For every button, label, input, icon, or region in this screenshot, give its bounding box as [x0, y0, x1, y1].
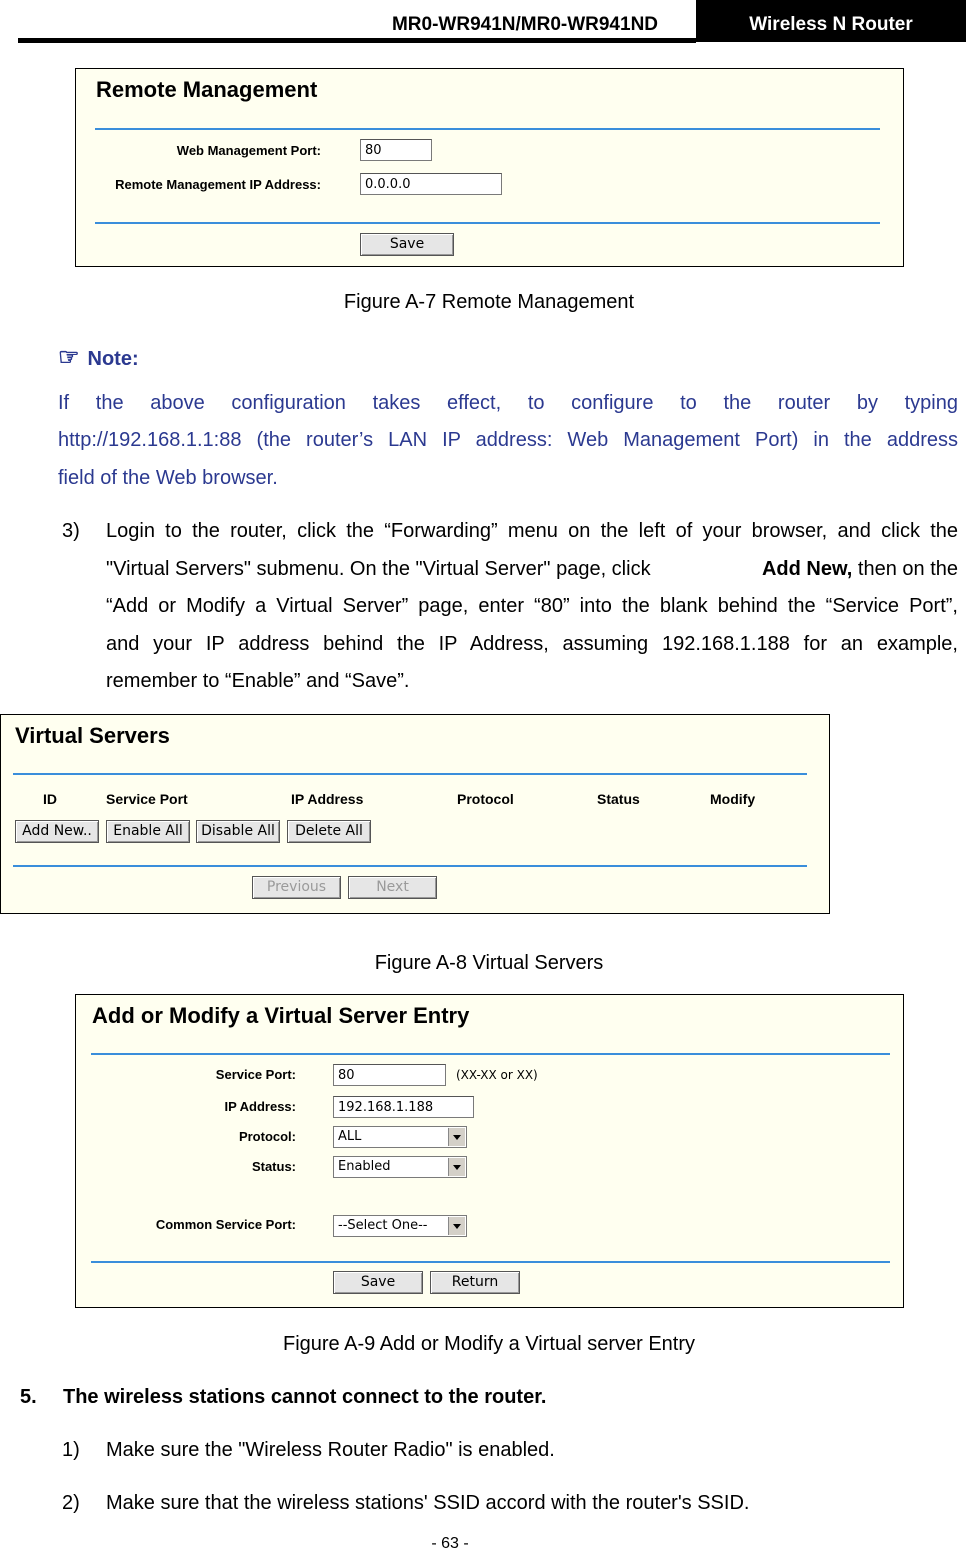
common-service-port-value: --Select One-- [338, 1218, 428, 1233]
header-rule [18, 38, 696, 43]
common-service-port-select[interactable] [333, 1215, 467, 1237]
chevron-down-icon[interactable] [448, 1128, 465, 1146]
protocol-label: Protocol: [238, 1129, 296, 1144]
service-port-hint: (XX-XX or XX) [456, 1068, 538, 1082]
remote-ip-label: Remote Management IP Address: [115, 177, 321, 192]
common-service-port-label: Common Service Port: [155, 1217, 296, 1232]
section-number: 5. [20, 1386, 37, 1408]
virtual-servers-panel [0, 714, 830, 914]
add-modify-virtual-server-panel [75, 994, 904, 1308]
add-new-emphasis: Add New, [761, 558, 853, 580]
return-button[interactable]: Return [430, 1271, 520, 1294]
step-number: 3) [62, 520, 80, 542]
step-text: "Virtual Servers" submenu. On the "Virtual Server" page, click [106, 558, 651, 580]
status-select[interactable] [333, 1156, 467, 1178]
protocol-select-value: ALL [338, 1129, 362, 1144]
note-line: http://192.168.1.1:88 (the router’s LAN IP address: Web Management Port) in the address [58, 429, 958, 451]
figure-caption: Figure A-7 Remote Management [343, 291, 635, 313]
disable-all-button[interactable]: Disable All [196, 820, 280, 843]
step-line: and your IP address behind the IP Address, assuming 192.168.1.188 for an example, [106, 633, 958, 655]
figure-caption: Figure A-8 Virtual Servers [374, 952, 604, 974]
status-select-value: Enabled [338, 1159, 391, 1174]
ip-address-label: IP Address: [224, 1099, 296, 1114]
list-item: Make sure the "Wireless Router Radio" is enabled. [106, 1439, 555, 1461]
service-port-input[interactable]: 80 [333, 1064, 446, 1086]
add-new-button[interactable]: Add New.. [15, 820, 99, 843]
step-text [762, 551, 958, 588]
note-heading [58, 343, 139, 372]
step-line: Login to the router, click the “Forwarding” menu on the left of your browser, and click the [106, 520, 958, 542]
column-header-status: Status [597, 791, 640, 807]
column-header-ip-address: IP Address [291, 791, 364, 807]
divider [95, 222, 880, 224]
figure-caption: Figure A-9 Add or Modify a Virtual server Entry [282, 1333, 696, 1355]
list-item-number: 1) [62, 1439, 80, 1461]
panel-title: Virtual Servers [15, 723, 170, 748]
header-model: MR0-WR941N/MR0-WR941ND [391, 14, 659, 35]
service-port-label: Service Port: [215, 1067, 296, 1082]
next-button[interactable]: Next [348, 876, 437, 899]
ip-address-input[interactable]: 192.168.1.188 [333, 1096, 474, 1118]
panel-title: Remote Management [96, 77, 318, 102]
divider [95, 128, 880, 130]
step-line [106, 551, 958, 588]
step-line: remember to “Enable” and “Save”. [106, 670, 410, 692]
previous-button[interactable]: Previous [252, 876, 341, 899]
column-header-modify: Modify [710, 791, 756, 807]
column-header-service-port: Service Port [106, 791, 188, 807]
page-number: - 63 - [431, 1535, 469, 1552]
save-button[interactable]: Save [333, 1271, 423, 1294]
column-header-id: ID [43, 791, 57, 807]
list-item-number: 2) [62, 1492, 80, 1514]
divider [91, 1053, 890, 1055]
pointing-hand-icon: ☞ [58, 344, 80, 371]
note-line: field of the Web browser. [58, 467, 278, 489]
save-button[interactable]: Save [360, 233, 454, 256]
section-title: The wireless stations cannot connect to the router. [63, 1386, 547, 1408]
remote-management-panel [75, 68, 904, 267]
note-label: Note: [87, 348, 139, 370]
header-product-badge: Wireless N Router [696, 0, 966, 42]
enable-all-button[interactable]: Enable All [106, 820, 190, 843]
chevron-down-icon[interactable] [448, 1217, 465, 1235]
step-line: “Add or Modify a Virtual Server” page, enter “80” into the blank behind the “Service Port”, [106, 595, 958, 617]
divider [13, 773, 807, 775]
note-line: If the above configuration takes effect, to configure to the router by typing [58, 392, 958, 414]
divider [13, 865, 807, 867]
divider [91, 1261, 890, 1263]
chevron-down-icon[interactable] [448, 1158, 465, 1176]
list-item: Make sure that the wireless stations' SSID accord with the router's SSID. [106, 1492, 750, 1514]
delete-all-button[interactable]: Delete All [287, 820, 371, 843]
protocol-select[interactable] [333, 1126, 467, 1148]
panel-title: Add or Modify a Virtual Server Entry [92, 1003, 470, 1028]
step-text: then on the [857, 558, 958, 580]
web-management-port-input[interactable]: 80 [360, 139, 432, 161]
web-management-port-label: Web Management Port: [176, 143, 321, 158]
column-header-protocol: Protocol [457, 791, 514, 807]
remote-ip-input[interactable]: 0.0.0.0 [360, 173, 502, 195]
status-label: Status: [251, 1159, 296, 1174]
